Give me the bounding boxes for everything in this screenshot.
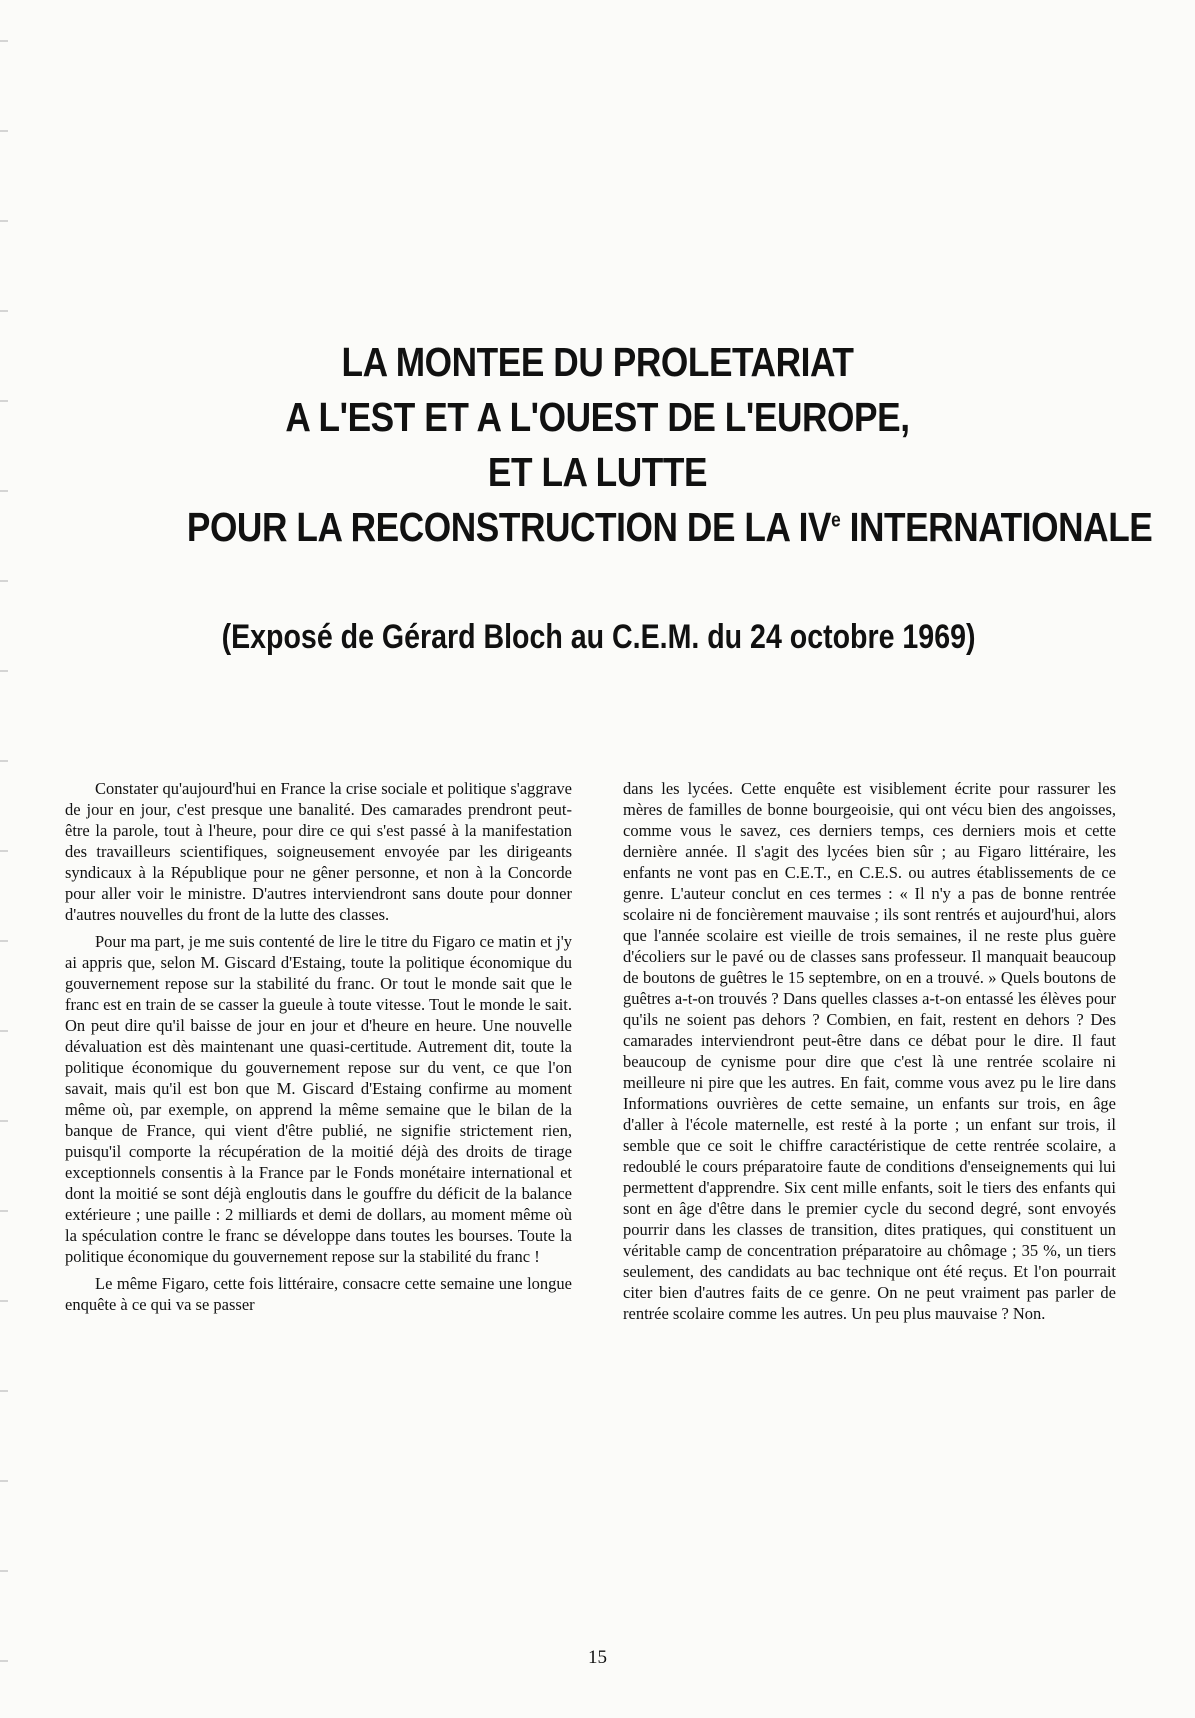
- title-line-4-end: INTERNATIONALE: [840, 504, 1153, 550]
- scan-edge: [0, 0, 8, 1718]
- title-line-1: LA MONTEE DU PROLETARIAT: [341, 339, 854, 385]
- article-subtitle: (Exposé de Gérard Bloch au C.E.M. du 24 octobre 1969): [221, 618, 976, 656]
- title-line-2: A L'EST ET A L'OUEST DE L'EUROPE,: [285, 394, 910, 440]
- title-line-3: ET LA LUTTE: [487, 449, 708, 495]
- title-line-4-main: POUR LA RECONSTRUCTION DE LA IV: [186, 504, 832, 550]
- article-title: [120, 335, 1153, 555]
- title-superscript: e: [831, 509, 841, 532]
- paragraph: Constater qu'aujourd'hui en France la crise sociale et politique s'aggrave de jour en jour, c'est presque une banalité. Des camarades prendront peut-être la parole, tout à l'heure, pour dire ce qui s'est passé à la manifestation des travailleurs scientifiques, soigneusement envoyée par les dirigeants syndicaux à la République pour ne gêner personne, et non à la Concorde pour aller voir le ministre. D'autres interviendront sans doute pour donner d'autres nouvelles du front de la lutte des classes.: [65, 779, 572, 924]
- paragraph: Pour ma part, je me suis contenté de lire le titre du Figaro ce matin et j'y ai appris que, selon M. Giscard d'Estaing, toute la politique économique du gouvernement repose sur la stabilité du franc. Or tout le monde sait que le franc est en train de se casser la gueule à toute vitesse. Tout le monde le sait. On peut dire qu'il baisse de jour en jour et d'heure en heure. Une nouvelle dévaluation est dès maintenant une quasi-certitude. Autrement dit, toute la politique économique du gouvernement repose sur du vent, ce que l'on savait, mais qu'il est bon que M. Giscard d'Estaing confirme au moment même où, par exemple, on apprend la même semaine que le bilan de la banque de France, qui vient d'être publié, ne signifie strictement rien, puisqu'il comporte la récupération de la moitié déjà des droits de tirage exceptionnels consentis à la France par le Fonds monétaire international et dont la moitié se sont déjà engloutis dans le gouffre du déficit de la balance extérieure ; une paille : 2 milliards et demi de dollars, au moment même où la spéculation contre le franc se développe dans toutes les bourses. Toute la politique économique du gouvernement repose sur la stabilité du franc !: [65, 932, 572, 1266]
- paragraph: Le même Figaro, cette fois littéraire, consacre cette semaine une longue enquête à ce qui va se passer: [65, 1274, 572, 1314]
- title-line-4: [186, 500, 1153, 555]
- page-number: 15: [588, 1647, 607, 1668]
- left-column: [65, 778, 572, 1321]
- right-column: [623, 778, 1116, 1330]
- paragraph: dans les lycées. Cette enquête est visiblement écrite pour rassurer les mères de familles de bonne bourgeoisie, qui ont vécu bien des angoisses, comme vous le savez, ces derniers temps, ces derniers mois et cette dernière année. Il s'agit des lycées bien sûr ; au Figaro littéraire, les enfants ne vont pas en C.E.T., en C.E.S. ou autres établissements de ce genre. L'auteur conclut en ces termes : « Il n'y a pas de bonne rentrée scolaire ni de foncièrement mauvaise ; ils sont rentrés et aujourd'hui, alors que l'année scolaire est vieille de trois semaines, il ne reste plus guère d'écoliers sur le pavé ou de classes sans professeur. Il manquait beaucoup de boutons de guêtres le 15 septembre, on en a trouvé. » Quels boutons de guêtres a-t-on trouvés ? Dans quelles classes a-t-on entassé les élèves pour qu'ils ne soient pas dehors ? Combien, en fait, restent en dehors ? Des camarades interviendront peut-être dans ce débat pour le dire. Il faut beaucoup de cynisme pour dire que c'est là une rentrée scolaire ni meilleure ni pire que les autres. En fait, comme vous avez pu le lire dans Informations ouvrières de cette semaine, un enfants sur trois, en âge d'aller à l'école maternelle, est resté à la porte ; un enfant sur trois, il semble que ce soit le chiffre caractéristique de cette rentrée scolaire, a redoublé le cours préparatoire faute de conditions d'enseignements qui lui permettent d'apprendre. Six cent mille enfants, soit le tiers des enfants qui sont en âge d'être dans le premier cycle du second degré, sont envoyés pourrir dans les classes de transition, dites pratiques, qui constituent un véritable camp de concentration préparatoire au chômage ; 35 %, un tiers seulement, des candidats au bac technique ont été reçus. Et l'on pourrait citer bien d'autres faits de ce genre. On ne peut vraiment pas parler de rentrée scolaire comme les autres. Un peu plus mauvaise ? Non.: [623, 779, 1116, 1323]
